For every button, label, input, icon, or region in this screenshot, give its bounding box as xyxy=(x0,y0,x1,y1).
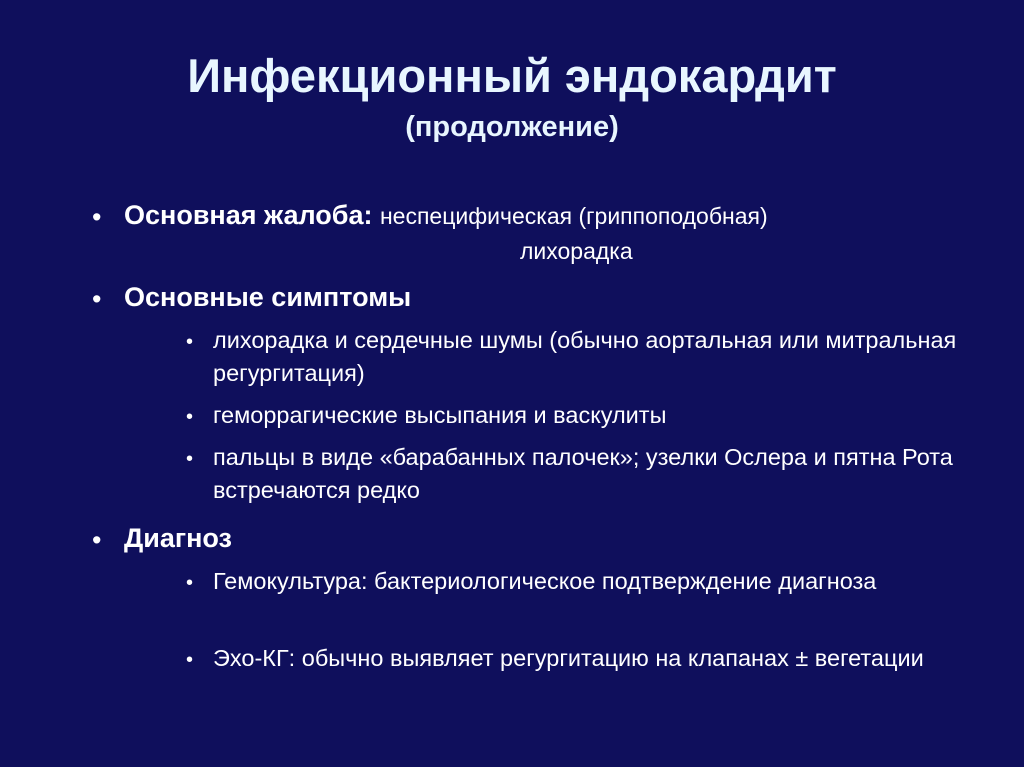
sub-bullet-marker: • xyxy=(186,448,194,470)
slide-subtitle: (продолжение) xyxy=(405,111,619,143)
complaint-text: неспецифическая (гриппоподобная) xyxy=(379,203,768,229)
symptom-item: пальцы в виде «барабанных палочек»; узелки Ослера и пятна Рота встречаются редко xyxy=(213,444,953,503)
sub-bullet-marker: • xyxy=(186,406,194,428)
bullet-marker: • xyxy=(92,525,102,555)
diagnosis-item: Гемокультура: бактериологическое подтверждение диагноза xyxy=(213,568,877,594)
bullet-marker: • xyxy=(92,284,102,314)
slide-title: Инфекционный эндокардит xyxy=(187,49,837,102)
diagnosis-label: Диагноз xyxy=(124,523,232,553)
complaint-item xyxy=(124,198,768,233)
bullet-marker: • xyxy=(92,202,102,232)
complaint-continuation: лихорадка xyxy=(520,238,633,264)
sub-bullet-marker: • xyxy=(186,572,194,594)
symptom-item: геморрагические высыпания и васкулиты xyxy=(213,402,667,428)
sub-bullet-marker: • xyxy=(186,331,194,353)
symptom-item: лихорадка и сердечные шумы (обычно аортальная или митральная регургитация) xyxy=(213,327,957,386)
sub-bullet-marker: • xyxy=(186,649,194,671)
symptoms-label: Основные симптомы xyxy=(124,282,412,312)
diagnosis-item: Эхо-КГ: обычно выявляет регургитацию на клапанах ± вегетации xyxy=(213,645,924,671)
complaint-label: Основная жалоба: xyxy=(124,200,373,230)
